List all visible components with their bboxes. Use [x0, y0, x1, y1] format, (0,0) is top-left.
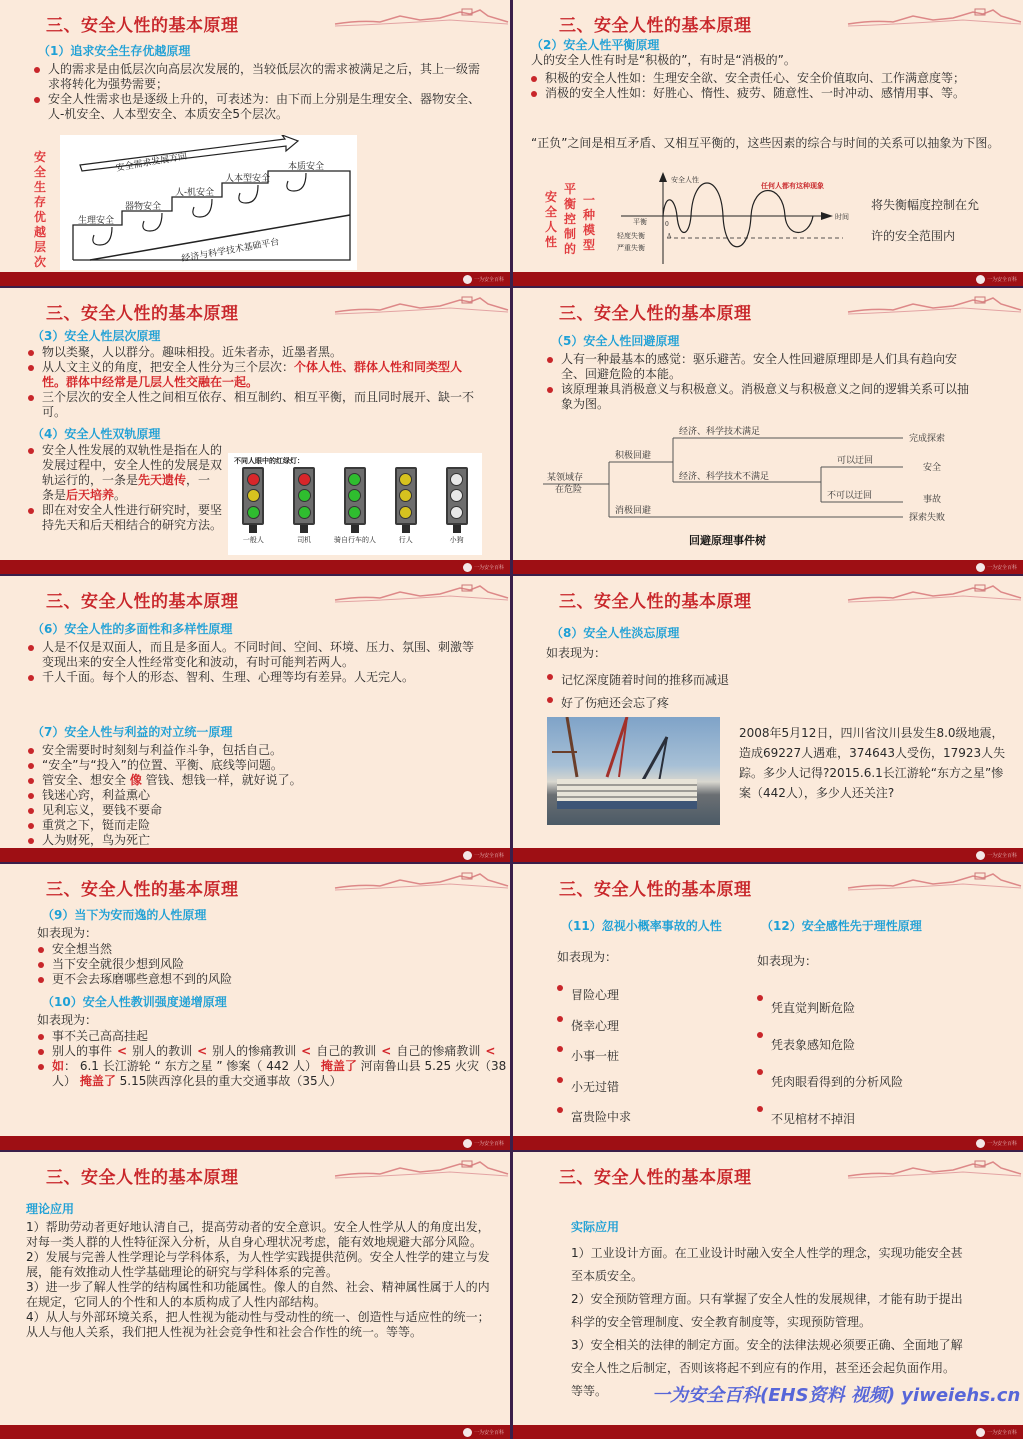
slide-footer [0, 1136, 510, 1150]
footer-logo: 一为安全百科 [976, 1138, 1017, 1148]
svg-text:平衡: 平衡 [633, 218, 647, 226]
emphasis-text: 像 [129, 773, 142, 787]
site-watermark: 一为安全百科(EHS资料 视频) yiweiehs.cn [652, 1385, 1021, 1406]
note-line: 将失衡幅度控制在允 [871, 198, 980, 212]
bullet-item: 见利忘义，要钱不要命 [26, 803, 480, 818]
svg-text:本质安全: 本质安全 [288, 162, 325, 172]
slide-5[interactable] [0, 576, 510, 862]
side-label: 一种模型 [582, 193, 595, 252]
svg-text:严重失衡: 严重失衡 [617, 244, 645, 252]
slide-title: 三、安全人性的基本原理 [559, 1168, 752, 1188]
bullet-item: 从人文主义的角度，把安全人性分为三个层次：个体人性、群体人性和同类型人性。群体中经常是几层人性交融在一起。 [26, 360, 486, 390]
svg-text:任何人都有这种现象: 任何人都有这种现象 [761, 181, 824, 190]
bullet-item: 人为财死，鸟为死亡 [26, 833, 480, 848]
traffic-light-label: 小狗 [449, 536, 464, 544]
bullet-item: 安全人性需求也是逐级上升的，可表述为：由下而上分别是生理安全、器物安全、人-机安全、人本型安全、本质安全5个层次。 [32, 92, 484, 122]
side-label: 安全生存优越层次 [33, 150, 46, 269]
emphasis-text: 掩盖了 [320, 1059, 357, 1073]
footer-logo: 一为安全百科 [976, 1427, 1017, 1437]
bullet-item: 人是不仅是双面人，而且是多面人。不同时间、空间、环境、压力、氛围、刺激等变现出来的安全人性经常变化和波动，有时可能判若两人。 [26, 640, 480, 670]
slide-title: 三、安全人性的基本原理 [559, 16, 752, 36]
great-wall-decoration-icon [843, 294, 1023, 320]
slide-title: 三、安全人性的基本原理 [46, 592, 239, 612]
slide-footer [0, 272, 510, 286]
traffic-light-panel [228, 453, 482, 555]
great-wall-decoration-icon [330, 6, 510, 32]
section-subtitle: （1）追求安全生存优越原理 [38, 44, 191, 58]
lead-text: 如表现为： [757, 954, 818, 968]
bullet-item: 安全人性发展的双轨性是指在人的发展过程中，安全人性的发展是双轨运行的，一条是先天遗传，一条是后天培养。 [26, 443, 222, 503]
svg-text:回避原理事件树: 回避原理事件树 [689, 534, 766, 547]
section-subtitle: （5）安全人性回避原理 [551, 334, 680, 348]
logo-icon [976, 275, 985, 284]
slide-footer [0, 1425, 510, 1439]
bullet-item: 安全需要时时刻刻与利益作斗争，包括自己。 [26, 743, 480, 758]
bullet-item: 事不关己高高挂起 [36, 1029, 510, 1044]
slide-6[interactable] [513, 576, 1023, 862]
section-subtitle: （8）安全人性淡忘原理 [551, 626, 680, 640]
slide-title: 三、安全人性的基本原理 [46, 304, 239, 324]
bullet-list [545, 669, 845, 715]
bullet-item: 消极的安全人性如：好胜心、惰性、疲劳、随意性、一时冲动、感情用事、等。 [529, 86, 1021, 101]
panel-caption: 不同人眼中的红绿灯： [234, 457, 304, 465]
bullet-item: 安全想当然 [36, 942, 476, 957]
svg-text:器物安全: 器物安全 [125, 202, 162, 212]
traffic-light-label: 行人 [398, 536, 413, 544]
paragraph: 3）安全相关的法律的制定方面。安全的法律法规必须要正确、全面地了解安全人性之后制定，否则该将起不到应有的作用，甚至还会起负面作用。等等。 [571, 1338, 963, 1398]
svg-text:人-机安全: 人-机安全 [175, 188, 215, 198]
bullet-item: 更不会去琢磨哪些意想不到的风险 [36, 972, 476, 987]
traffic-light-label: 司机 [297, 536, 312, 544]
traffic-light [331, 467, 379, 553]
ship-photo [547, 717, 720, 825]
lead-text: 如表现为： [37, 926, 98, 940]
svg-text:经济与科学技术基础平台: 经济与科学技术基础平台 [180, 237, 281, 265]
svg-text:生理安全: 生理安全 [78, 216, 115, 226]
bullet-item: 钱迷心窍，利益熏心 [26, 788, 480, 803]
section-subtitle: （3）安全人性层次原理 [32, 329, 161, 343]
hierarchy-diagram [60, 135, 357, 270]
logo-icon [463, 563, 472, 572]
great-wall-decoration-icon [330, 294, 510, 320]
footer-logo: 一为安全百科 [976, 850, 1017, 860]
traffic-light-icon [446, 467, 468, 525]
slide-1[interactable] [0, 0, 510, 286]
paragraph: 2）安全预防管理方面。只有掌握了安全人性的发展规律，才能有助于提出科学的安全管理制度、安全教育制度等，实现预防管理。 [571, 1292, 963, 1329]
bullet-item: 即在对安全人性进行研究时，要坚持先天和后天相结合的研究方法。 [26, 503, 222, 533]
bullet-item: 凭直觉判断危险 [755, 990, 1005, 1027]
svg-text:经济、科学技术满足: 经济、科学技术满足 [679, 427, 761, 437]
paragraph: 2008年5月12日，四川省汶川县发生8.0级地震，造成69227人遇难，374643人受伤，17923人失踪。多少人记得?2015.6.1长江游轮“东方之星”惨案（442人），多少人还关注? [739, 726, 1006, 800]
svg-text:消极回避: 消极回避 [615, 506, 652, 516]
lead-text: 如表现为： [37, 1013, 98, 1027]
bullet-item: 小事一桩 [555, 1041, 735, 1072]
slide-title: 三、安全人性的基本原理 [559, 880, 752, 900]
section-subtitle: （2）安全人性平衡原理 [531, 38, 660, 52]
event-tree-diagram [541, 422, 981, 552]
section-subtitle: 理论应用 [26, 1202, 75, 1216]
bullet-item: 富贵险中求 [555, 1102, 735, 1133]
less-than-separator: < [485, 1044, 496, 1058]
logo-icon [976, 1139, 985, 1148]
bullet-item: “安全”与“投入”的位置、平衡、底线等问题。 [26, 758, 480, 773]
bullet-list [36, 942, 476, 987]
svg-text:安全需求发展方向: 安全需求发展方向 [115, 151, 188, 174]
bullet-list [32, 62, 484, 122]
lead-text: 如表现为： [546, 646, 607, 660]
slide-footer [0, 560, 510, 574]
svg-text:安全人性: 安全人性 [671, 176, 699, 184]
section-subtitle: （12）安全感性先于理性原理 [761, 919, 922, 933]
footer-logo: 一为安全百科 [463, 562, 504, 572]
bullet-item: 三个层次的安全人性之间相互依存、相互制约、相互平衡，而且同时展开、缺一不可。 [26, 390, 486, 420]
section-subtitle: （6）安全人性的多面性和多样性原理 [32, 622, 233, 636]
paragraph: 3）进一步了解人性学的结构属性和功能属性。像人的自然、社会、精神属性属于人的内在规定，它同人的个性和人的本质构成了人性内部结构。 [26, 1280, 490, 1309]
bullet-list [36, 1029, 510, 1089]
bullet-list [26, 443, 222, 533]
bullet-list [545, 352, 973, 412]
less-than-separator: < [117, 1044, 128, 1058]
bullet-list [26, 640, 480, 685]
svg-text:经济、科学技术不满足: 经济、科学技术不满足 [679, 472, 770, 482]
emphasis-text: 掩盖了 [79, 1074, 116, 1088]
bullet-item: 好了伤疤还会忘了疼 [545, 692, 845, 715]
bullet-item: 不见棺材不掉泪 [755, 1101, 1005, 1138]
section-subtitle: （10）安全人性教训强度递增原理 [42, 995, 227, 1009]
paragraph-block [571, 1242, 966, 1403]
bullet-item: 管安全、想安全 像 管钱、想钱一样，就好说了。 [26, 773, 480, 788]
slide-footer [513, 560, 1023, 574]
bullet-item: 千人千面。每个人的形态、智利、生理、心理等均有差异。人无完人。 [26, 670, 480, 685]
traffic-light-icon [242, 467, 264, 525]
paragraph: 2）发展与完善人性学理论与学科体系，为人性学实践提供范例。安全人性学的建立与发展，能有效推动人性学基础理论的研究与学科体系的完善。 [26, 1250, 490, 1279]
traffic-light [433, 467, 481, 553]
bullet-item: 人有一种最基本的感觉：驱乐避苦。安全人性回避原理即是人们具有趋向安全、回避危险的本能。 [545, 352, 973, 382]
paragraph-block [26, 1220, 496, 1340]
slide-footer [513, 1136, 1023, 1150]
section-subtitle: （11）忽视小概率事故的人性 [561, 919, 722, 933]
bullet-item: 积极的安全人性如：生理安全欲、安全责任心、安全价值取向、工作满意度等； [529, 71, 1021, 86]
section-subtitle: （9）当下为安而逸的人性原理 [42, 908, 207, 922]
logo-icon [976, 1428, 985, 1437]
traffic-light-icon [395, 467, 417, 525]
svg-text:轻度失衡: 轻度失衡 [617, 232, 645, 240]
less-than-separator: < [197, 1044, 208, 1058]
logo-icon [463, 1139, 472, 1148]
bullet-item: 当下安全就很少想到风险 [36, 957, 476, 972]
paragraph: 4）从人与外部环境关系，把人性视为能动性与受动性的统一、创造性与适应性的统一；从人与他人关系，我们把人性视为社会竞争性和社会合作性的统一。等等。 [26, 1310, 490, 1339]
svg-text:探索失败: 探索失败 [909, 513, 946, 523]
bullet-item: 记忆深度随着时间的推移而减退 [545, 669, 845, 692]
slide-footer [513, 848, 1023, 862]
slide-footer [513, 1425, 1023, 1439]
svg-text:安全: 安全 [923, 463, 942, 473]
slide-footer [513, 272, 1023, 286]
slide-title: 三、安全人性的基本原理 [559, 304, 752, 324]
slide-title: 三、安全人性的基本原理 [559, 592, 752, 612]
footer-logo: 一为安全百科 [976, 562, 1017, 572]
great-wall-decoration-icon [330, 870, 510, 896]
bullet-list [755, 990, 1005, 1138]
traffic-light [229, 467, 277, 553]
slide-title: 三、安全人性的基本原理 [46, 880, 239, 900]
bullet-list [529, 71, 1021, 101]
bullet-item: 人的需求是由低层次向高层次发展的，当较低层次的需求被满足之后，其上一级需求将转化为强势需要； [32, 62, 484, 92]
footer-logo: 一为安全百科 [463, 1138, 504, 1148]
footer-logo: 一为安全百科 [463, 274, 504, 284]
svg-text:可以迂回: 可以迂回 [837, 456, 874, 466]
great-wall-decoration-icon [843, 6, 1023, 32]
paragraph: 1）工业设计方面。在工业设计时融入安全人性学的理念，实现功能安全甚至本质安全。 [571, 1246, 963, 1283]
paragraph: 1）帮助劳动者更好地认清自己，提高劳动者的安全意识。安全人性学从人的角度出发，对每一类人群的人性特征深入分析，从自身心理状况考虑，能有效地规避大部分风险。 [26, 1220, 490, 1249]
slide-2[interactable] [513, 0, 1023, 286]
traffic-light-icon [344, 467, 366, 525]
footer-logo: 一为安全百科 [463, 1427, 504, 1437]
slide-title: 三、安全人性的基本原理 [46, 16, 239, 36]
great-wall-decoration-icon [330, 582, 510, 608]
bullet-item: 凭肉眼看得到的分析风险 [755, 1064, 1005, 1101]
logo-icon [463, 275, 472, 284]
svg-text:完成探索: 完成探索 [909, 434, 946, 444]
footer-logo: 一为安全百科 [976, 274, 1017, 284]
svg-text:不可以迂回: 不可以迂回 [827, 491, 873, 501]
great-wall-decoration-icon [843, 1158, 1023, 1184]
less-than-separator: < [381, 1044, 392, 1058]
side-label: 安全人性 [544, 190, 557, 249]
traffic-light-label: 一般人 [242, 536, 264, 544]
intro-text: 人的安全人性有时是“积极的”，有时是“消极的”。 [531, 53, 796, 67]
slide-footer [0, 848, 510, 862]
bullet-item: 重赏之下，铤而走险 [26, 818, 480, 833]
slide-4[interactable] [513, 288, 1023, 574]
emphasis-text: 个体人性、群体人性和同类型人性。群体中经常是几层人性交融在一起。 [42, 360, 463, 389]
bullet-list [555, 980, 735, 1133]
slide-title: 三、安全人性的基本原理 [46, 1168, 239, 1188]
great-wall-decoration-icon [843, 582, 1023, 608]
slide-9[interactable] [0, 1152, 510, 1439]
great-wall-decoration-icon [843, 870, 1023, 896]
bullet-item: 别人的事件 < 别人的教训 < 别人的惨痛教训 < 自己的教训 < 自己的惨痛教训 < [36, 1044, 510, 1059]
section-subtitle: （7）安全人性与利益的对立统一原理 [32, 725, 233, 739]
bullet-item: 该原理兼具消极意义与积极意义。消极意义与积极意义之间的逻辑关系可以抽象为图。 [545, 382, 973, 412]
svg-text:某领域存: 某领域存 [547, 473, 584, 483]
traffic-light [280, 467, 328, 553]
logo-icon [976, 563, 985, 572]
footer-logo: 一为安全百科 [463, 850, 504, 860]
bullet-item: 凭表象感知危险 [755, 1027, 1005, 1064]
traffic-light-icon [293, 467, 315, 525]
side-label: 平衡控制的 [563, 182, 576, 256]
svg-text:A: A [667, 233, 672, 240]
note-line: 许的安全范围内 [871, 229, 956, 243]
svg-text:人本型安全: 人本型安全 [225, 174, 271, 184]
svg-text:事故: 事故 [923, 495, 942, 505]
great-wall-decoration-icon [330, 1158, 510, 1184]
bullet-item: 冒险心理 [555, 980, 735, 1011]
bullet-list [26, 345, 486, 420]
bullet-item: 小无过错 [555, 1072, 735, 1103]
section-subtitle: 实际应用 [571, 1220, 620, 1234]
balance-wave-chart [613, 172, 863, 266]
logo-icon [463, 851, 472, 860]
less-than-separator: < [301, 1044, 312, 1058]
paragraph: “正负”之间是相互矛盾、又相互平衡的，这些因素的综合与时间的关系可以抽象为下图。 [531, 136, 1000, 150]
traffic-light-label: 骑自行车的人 [333, 536, 376, 544]
logo-icon [976, 851, 985, 860]
bullet-item: 如： 6.1 长江游轮 “ 东方之星 ” 惨案（ 442 人） 掩盖了 河南鲁山县 5.25 火灾（38人） 掩盖了 5.15陕西淳化县的重大交通事故（35人） [36, 1059, 510, 1089]
bullet-item: 侥幸心理 [555, 1011, 735, 1042]
traffic-lights [228, 467, 482, 553]
slide-7[interactable] [0, 864, 510, 1150]
slide-8[interactable] [513, 864, 1023, 1150]
svg-text:积极回避: 积极回避 [615, 451, 652, 461]
svg-text:在危险: 在危险 [555, 485, 583, 495]
logo-icon [463, 1428, 472, 1437]
lead-text: 如表现为： [557, 950, 618, 964]
section-subtitle: （4）安全人性双轨原理 [32, 427, 161, 441]
svg-text:时间: 时间 [835, 213, 849, 221]
bullet-item: 物以类聚，人以群分。趣味相投。近朱者赤，近墨者黑。 [26, 345, 486, 360]
slide-3[interactable] [0, 288, 510, 574]
bullet-list [26, 743, 480, 848]
svg-text:0: 0 [665, 221, 669, 228]
traffic-light [382, 467, 430, 553]
